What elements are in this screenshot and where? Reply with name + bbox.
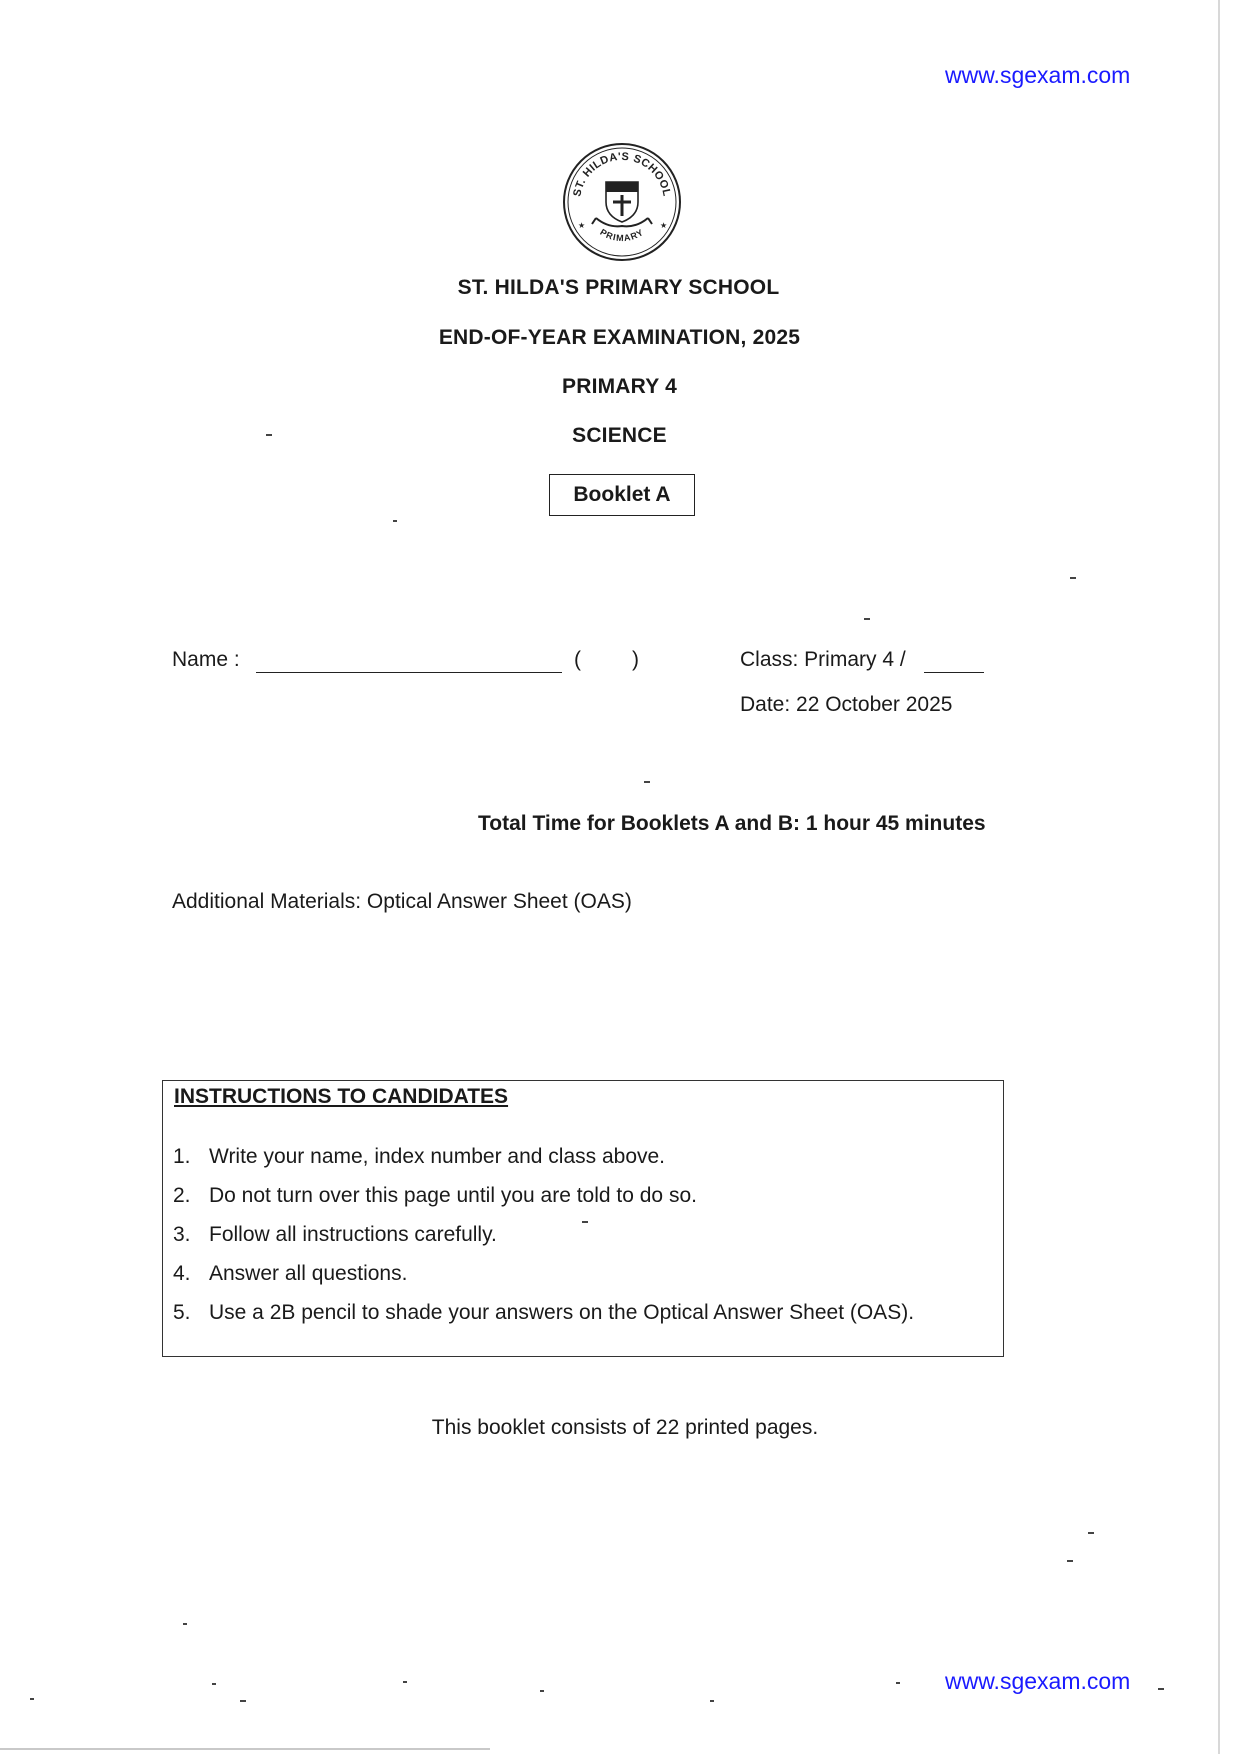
exam-title: END-OF-YEAR EXAMINATION, 2025: [438, 326, 801, 349]
class-label: Class: Primary 4 /: [740, 648, 906, 671]
instruction-text: Write your name, index number and class above.: [209, 1145, 666, 1168]
scan-bottom-edge: [0, 1748, 490, 1750]
scan-speck: [240, 1700, 246, 1702]
scan-speck: [540, 1690, 544, 1692]
scan-speck: [644, 781, 650, 783]
svg-text:ST. HILDA'S SCHOOL: ST. HILDA'S SCHOOL: [571, 150, 673, 198]
list-item: [173, 1143, 914, 1182]
date-label: Date: 22 October 2025: [740, 693, 953, 716]
booklet-label-text: Booklet A: [573, 483, 671, 506]
scan-speck: [896, 1682, 900, 1684]
scan-speck: [1158, 1688, 1164, 1690]
list-item: [173, 1299, 914, 1338]
svg-text:PRIMARY: PRIMARY: [598, 226, 646, 244]
scan-speck: [864, 618, 870, 620]
scan-speck: [1088, 1532, 1094, 1534]
page-count-note: This booklet consists of 22 printed pages.: [431, 1416, 819, 1439]
instructions-box: [162, 1080, 1004, 1357]
scan-speck: [710, 1700, 714, 1702]
index-paren-open: (: [574, 648, 581, 671]
school-name: ST. HILDA'S PRIMARY SCHOOL: [457, 276, 780, 299]
scan-speck: [183, 1623, 187, 1625]
subject-title: SCIENCE: [572, 424, 667, 447]
scan-speck: [403, 1681, 407, 1683]
class-blank-line: [924, 672, 984, 673]
scan-speck: [212, 1683, 216, 1685]
additional-materials: Additional Materials: Optical Answer Sheet (OAS): [172, 890, 632, 913]
scan-speck: [582, 1221, 588, 1223]
list-item: [173, 1260, 914, 1299]
instructions-title: INSTRUCTIONS TO CANDIDATES: [174, 1085, 509, 1108]
scan-edge: [1218, 0, 1220, 1754]
school-crest-logo: [560, 140, 684, 264]
instruction-number: 1.: [173, 1145, 191, 1168]
name-blank-line: [256, 672, 562, 673]
instruction-number: 5.: [173, 1301, 191, 1324]
scan-speck: [1070, 577, 1076, 579]
list-item: [173, 1182, 914, 1221]
level-title: PRIMARY 4: [562, 375, 677, 398]
scan-speck: [393, 520, 397, 522]
svg-text:★: ★: [660, 221, 668, 230]
instruction-text: Use a 2B pencil to shade your answers on the Optical Answer Sheet (OAS).: [209, 1301, 915, 1324]
instructions-list: [173, 1143, 914, 1338]
watermark-top: www.sgexam.com: [945, 62, 1131, 88]
instruction-number: 4.: [173, 1262, 191, 1285]
booklet-label: [549, 474, 695, 516]
index-paren-close: ): [632, 648, 639, 671]
list-item: [173, 1221, 914, 1260]
watermark-bottom: www.sgexam.com: [945, 1668, 1131, 1694]
instruction-number: 2.: [173, 1184, 191, 1207]
name-label: Name :: [172, 648, 240, 671]
scan-speck: [1067, 1560, 1073, 1562]
scan-speck: [30, 1698, 34, 1700]
svg-text:★: ★: [578, 221, 586, 230]
scan-speck: [266, 434, 272, 436]
instruction-text: Follow all instructions carefully.: [209, 1223, 497, 1246]
instruction-number: 3.: [173, 1223, 191, 1246]
instruction-text: Do not turn over this page until you are told to do so.: [209, 1184, 697, 1207]
total-time: Total Time for Booklets A and B: 1 hour 45 minutes: [478, 812, 986, 835]
instruction-text: Answer all questions.: [209, 1262, 408, 1285]
